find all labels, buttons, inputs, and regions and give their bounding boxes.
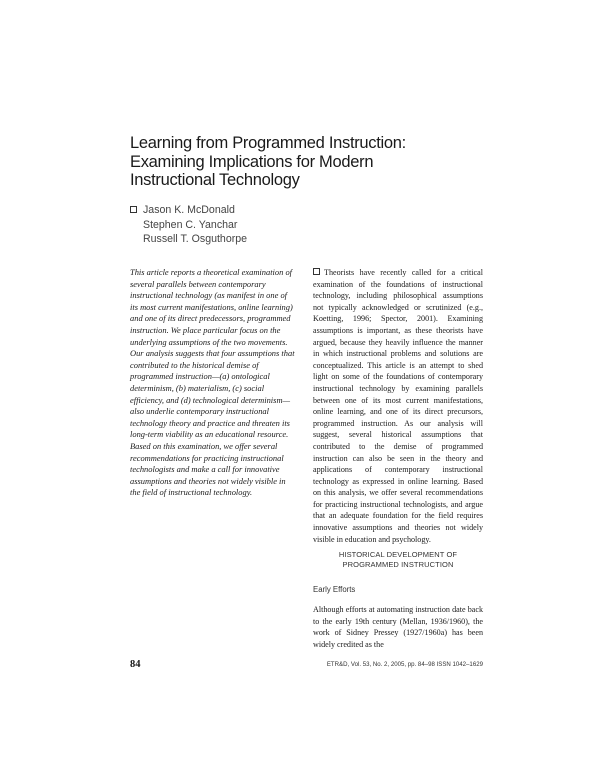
section-heading-line: PROGRAMMED INSTRUCTION (342, 560, 454, 569)
title-line: Instructional Technology (130, 171, 300, 189)
author-name: Jason K. McDonald (143, 204, 235, 216)
intro-paragraph: Theorists have recently called for a critical examination of the foundations of instructional technology, including philosophical assumptions not typically acknowledged or scrutinized (e.g., Koetting, 1996; Spector, 2001). Examining assumptions is important, as these theorists have argued, because they heavily influence the manner in which instructional problems and solutions are conceptualized. This article is an attempt to shed light on some of the foundations of contemporary instructional technology by examining parallels between one of its most current manifestations, online learning, and one of its direct precursors, programmed instruction. As our analysis will suggest, several historical assumptions that contributed to the demise of programmed instruction can also be seen in the theory and applications of contemporary instructional technology as expressed in online learning. Based on this analysis, we offer several recommendations for practicing instructional technologists, and argue that an adequate foundation for the field requires innovative assumptions and theories not widely visible in education and psychology. (313, 268, 483, 544)
section-heading (313, 550, 483, 570)
author-name: Russell T. Osguthorpe (143, 233, 248, 245)
section-heading-line: HISTORICAL DEVELOPMENT OF (338, 550, 458, 559)
journal-citation: ETR&D, Vol. 53, No. 2, 2005, pp. 84–98 ISSN 1042–1629 (326, 661, 483, 668)
page-number: 84 (130, 659, 141, 670)
abstract: This article reports a theoretical examination of several parallels between contemporary instructional technology (as manifest in one of its most current manifestations, online learning) and one of its direct predecessors, programmed instruction. We place particular focus on the underlying assumptions of the two movements. Our analysis suggests that four assumptions that contributed to the historical demise of programmed instruction—(a) ontological determinism, (b) materialism, (c) social efficiency, and (d) technological determinism—also underlie contemporary instructional technology theory and practice and threaten its long-term viability as an educational resource. Based on this examination, we offer several recommendations for practicing instructional technologists and make a call for innovative assumptions and theories not widely visible in the field of instructional technology. (130, 267, 295, 498)
title-line: Learning from Programmed Instruction: (130, 134, 406, 152)
author-name: Stephen C. Yanchar (143, 218, 238, 231)
early-efforts-paragraph: Although efforts at automating instruction date back to the early 19th century (Mellan, 1936/1960), the work of Sidney Pressey (1927/1960a) has been widely credited as the (313, 605, 483, 649)
author-list (130, 203, 350, 247)
intro-paragraph-block (313, 267, 483, 545)
title-line: Examining Implications for Modern (130, 152, 374, 171)
square-bullet-icon (130, 206, 137, 213)
author-row (130, 232, 350, 247)
subheading: Early Efforts (313, 585, 356, 594)
article-title (130, 134, 490, 190)
author-row (130, 203, 350, 218)
author-row (130, 218, 350, 233)
square-bullet-icon (313, 268, 320, 275)
